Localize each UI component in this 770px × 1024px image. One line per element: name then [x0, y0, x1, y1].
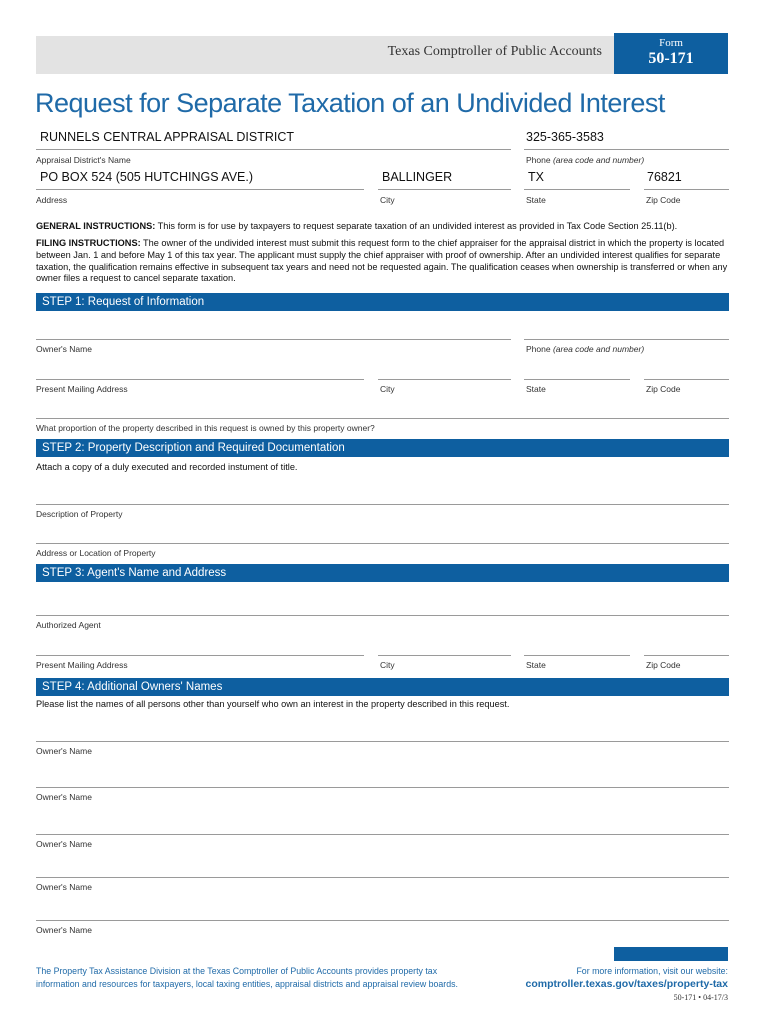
proportion-line[interactable]: [36, 418, 729, 419]
district-state-label: State: [526, 195, 546, 205]
district-city-value[interactable]: BALLINGER: [382, 170, 453, 184]
district-address-label: Address: [36, 195, 68, 205]
additional-owner-label: Owner's Name: [36, 882, 92, 892]
agent-name-label: Authorized Agent: [36, 620, 101, 630]
property-location-label: Address or Location of Property: [36, 548, 156, 558]
agent-name-line[interactable]: [36, 615, 729, 616]
district-phone-label: [526, 155, 644, 165]
step4-header: STEP 4: Additional Owners' Names: [36, 678, 729, 696]
additional-owner-label: Owner's Name: [36, 746, 92, 756]
property-location-line[interactable]: [36, 543, 729, 544]
phone-label-text: Phone: [526, 155, 551, 165]
district-name-line: [36, 149, 511, 150]
owner-name-label: Owner's Name: [36, 344, 92, 354]
additional-owner-label: Owner's Name: [36, 792, 92, 802]
agent-mailing-line[interactable]: [36, 655, 364, 656]
additional-owner-line[interactable]: [36, 834, 729, 835]
property-description-label: Description of Property: [36, 509, 123, 519]
owner-phone-label: [526, 344, 644, 354]
step2-note: Attach a copy of a duly executed and recorded instument of title.: [36, 462, 298, 472]
district-zip-line: [644, 189, 729, 190]
filing-instructions-text: The owner of the undivided interest must submit this request form to the chief appraiser for the appraisal district in which the property is located between Jan. 1 and before May 1 of this tax year. The applicant must supply the chief appraiser with proof of ownership. After an undivided interest qualifies for separate taxation, the qualification remains effective in subsequent tax years and need not be requested again. The qualification ceases when ownership is transferred or when any owner files a request to cancel separate taxation.: [36, 238, 728, 284]
district-name-label: Appraisal District's Name: [36, 155, 131, 165]
general-instructions: [36, 221, 731, 233]
owner-zip-label: Zip Code: [646, 384, 681, 394]
step4-note: Please list the names of all persons other than yourself who own an interest in the property described in this request.: [36, 699, 510, 709]
form-label: Form: [659, 37, 683, 49]
step1-header: STEP 1: Request of Information: [36, 293, 729, 311]
step2-header: STEP 2: Property Description and Required Documentation: [36, 439, 729, 457]
additional-owner-line[interactable]: [36, 877, 729, 878]
form-number: 50-171: [648, 50, 694, 67]
owner-name-line[interactable]: [36, 339, 511, 340]
agent-zip-line[interactable]: [644, 655, 729, 656]
footer-bar: [614, 947, 728, 961]
agent-state-line[interactable]: [524, 655, 630, 656]
agent-city-label: City: [380, 660, 395, 670]
district-state-line: [524, 189, 630, 190]
owner-phone-label-text: Phone: [526, 344, 551, 354]
additional-owner-line[interactable]: [36, 787, 729, 788]
agent-zip-label: Zip Code: [646, 660, 681, 670]
district-city-label: City: [380, 195, 395, 205]
additional-owner-line[interactable]: [36, 741, 729, 742]
page-title: Request for Separate Taxation of an Undivided Interest: [35, 88, 665, 118]
owner-mailing-label: Present Mailing Address: [36, 384, 128, 394]
footer-website-link[interactable]: comptroller.texas.gov/taxes/property-tax: [525, 978, 728, 990]
agent-mailing-label: Present Mailing Address: [36, 660, 128, 670]
general-instructions-text: This form is for use by taxpayers to request separate taxation of an undivided interest as provided in Tax Code Section 25.11(b).: [155, 221, 678, 231]
owner-state-label: State: [526, 384, 546, 394]
owner-mailing-line[interactable]: [36, 379, 364, 380]
agent-city-line[interactable]: [378, 655, 511, 656]
district-name-value[interactable]: RUNNELS CENTRAL APPRAISAL DISTRICT: [40, 130, 294, 144]
filing-instructions: [36, 238, 731, 285]
district-address-line: [36, 189, 364, 190]
additional-owner-label: Owner's Name: [36, 925, 92, 935]
owner-city-label: City: [380, 384, 395, 394]
owner-city-line[interactable]: [378, 379, 511, 380]
agent-state-label: State: [526, 660, 546, 670]
district-city-line: [378, 189, 511, 190]
agency-name: Texas Comptroller of Public Accounts: [387, 44, 602, 59]
district-zip-label: Zip Code: [646, 195, 681, 205]
step3-header: STEP 3: Agent's Name and Address: [36, 564, 729, 582]
footer-more-info: For more information, visit our website:: [576, 966, 728, 976]
owner-phone-hint: (area code and number): [552, 344, 645, 354]
district-zip-value[interactable]: 76821: [647, 170, 682, 184]
footer-description: The Property Tax Assistance Division at the Texas Comptroller of Public Accounts provides property tax information and resources for taxpayers, local taxing entities, appraisal districts and appraisal review boards.: [36, 966, 458, 989]
district-phone-line: [524, 149, 729, 150]
owner-state-line[interactable]: [524, 379, 630, 380]
owner-zip-line[interactable]: [644, 379, 729, 380]
additional-owner-line[interactable]: [36, 920, 729, 921]
district-state-value[interactable]: TX: [528, 170, 544, 184]
proportion-label: What proportion of the property described in this request is owned by this property owner?: [36, 423, 375, 433]
additional-owner-label: Owner's Name: [36, 839, 92, 849]
filing-instructions-title: FILING INSTRUCTIONS:: [36, 238, 141, 248]
footer-form-code: 50-171 • 04-17/3: [673, 993, 728, 1002]
general-instructions-title: GENERAL INSTRUCTIONS:: [36, 221, 156, 231]
form-number-box: [614, 33, 728, 74]
district-phone-value[interactable]: 325-365-3583: [526, 130, 604, 144]
property-description-line[interactable]: [36, 504, 729, 505]
phone-hint: (area code and number): [552, 155, 645, 165]
owner-phone-line[interactable]: [524, 339, 729, 340]
district-address-value[interactable]: PO BOX 524 (505 HUTCHINGS AVE.): [40, 170, 254, 184]
